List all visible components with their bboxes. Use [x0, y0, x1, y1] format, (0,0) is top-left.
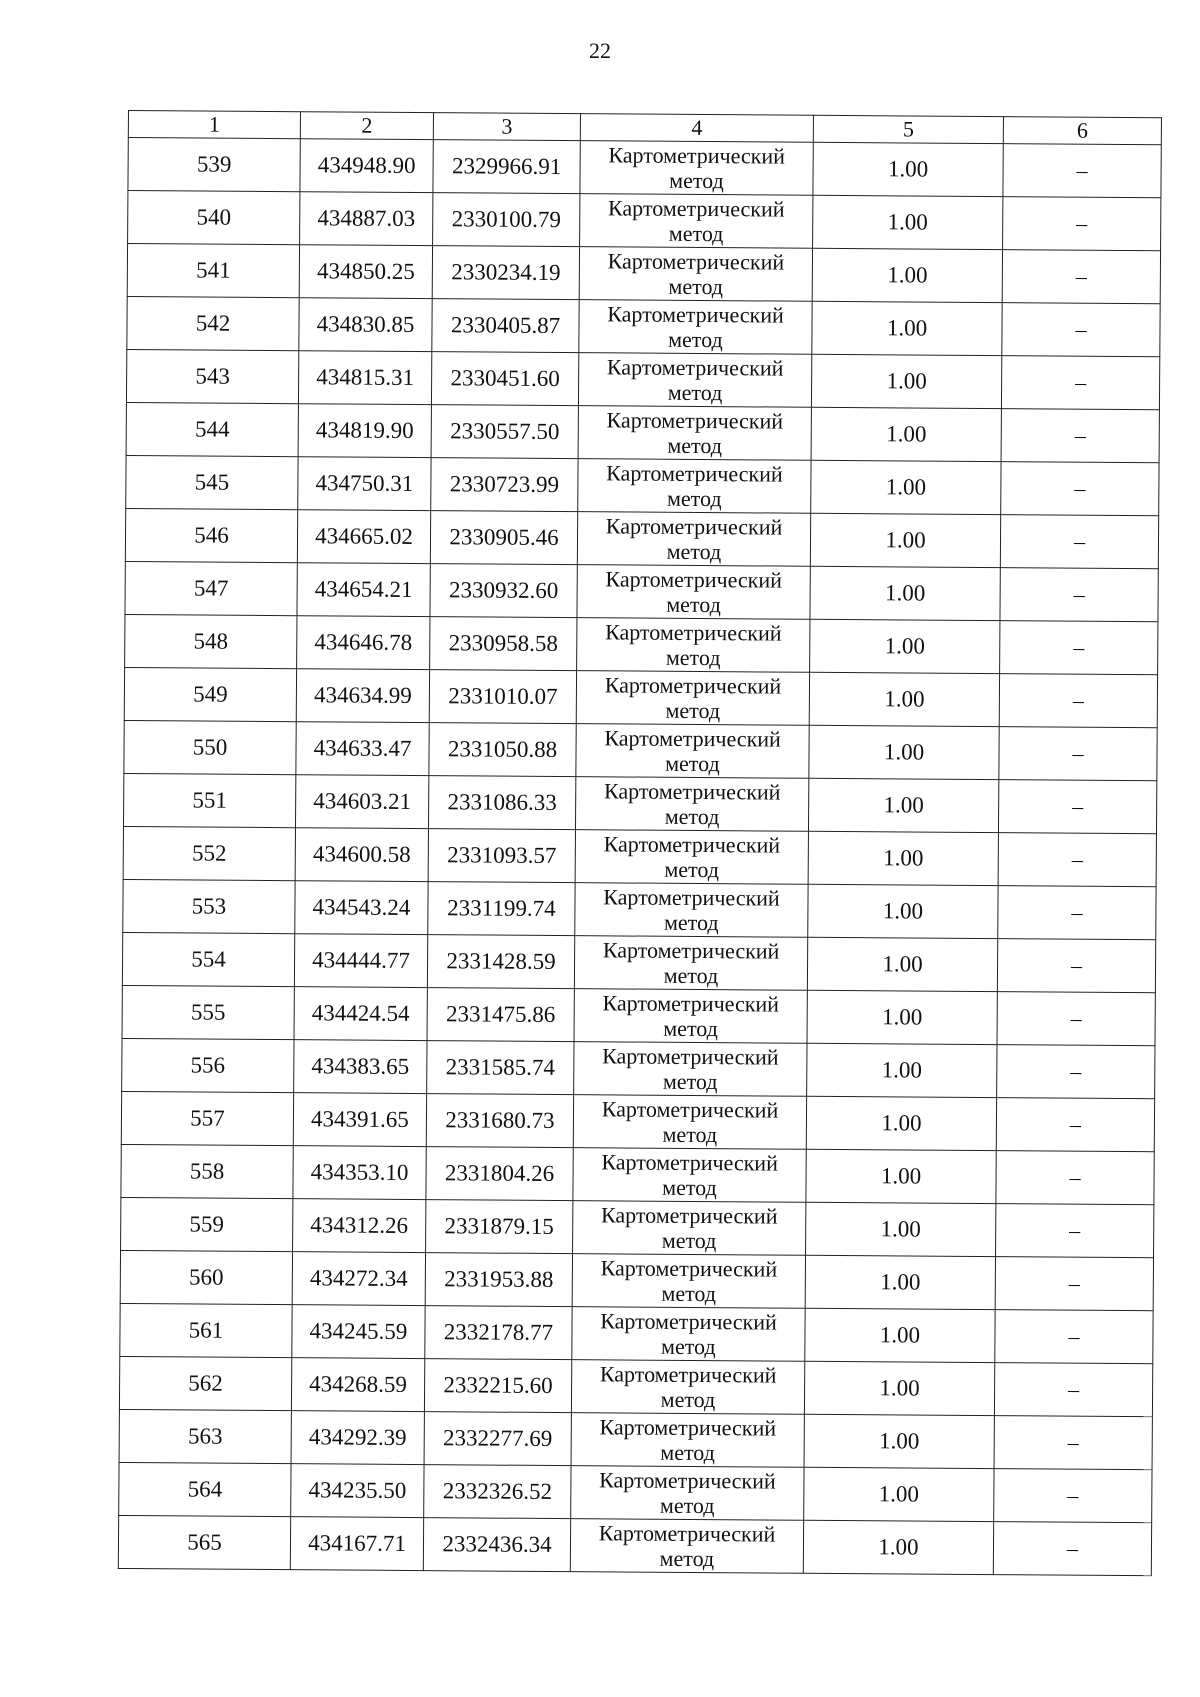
method-cell [580, 194, 813, 249]
table-body [118, 138, 1161, 1576]
y-coordinate-cell: 2331086.33 [428, 776, 575, 830]
point-number-cell: 545 [126, 455, 298, 509]
table-row [126, 402, 1159, 462]
method-line-1: Картометрический [605, 513, 783, 540]
y-coordinate-cell: 2330451.60 [431, 352, 578, 406]
point-number-cell: 557 [121, 1091, 293, 1145]
method-line-2: метод [664, 856, 720, 883]
header-cell-6: 6 [1003, 117, 1161, 145]
table-row [121, 1197, 1154, 1257]
y-coordinate-cell: 2329966.91 [433, 140, 580, 194]
x-coordinate-cell: 434167.71 [290, 1517, 423, 1571]
note-cell: – [1000, 568, 1158, 622]
table-row [123, 879, 1156, 939]
method-line-1: Картометрический [600, 1308, 777, 1335]
y-coordinate-cell: 2332436.34 [423, 1518, 570, 1572]
x-coordinate-cell: 434424.54 [294, 987, 427, 1041]
method-line-2: метод [664, 803, 720, 830]
accuracy-cell: 1.00 [813, 195, 1003, 249]
point-number-cell: 551 [123, 773, 295, 827]
method-line-1: Картометрический [607, 301, 784, 328]
method-line-1: Картометрический [607, 195, 785, 222]
accuracy-cell: 1.00 [805, 1255, 995, 1309]
method-line-1: Картометрический [600, 1255, 778, 1282]
method-line-1: Картометрический [599, 1414, 777, 1441]
accuracy-cell: 1.00 [803, 1520, 993, 1574]
accuracy-cell: 1.00 [811, 460, 1001, 514]
accuracy-cell: 1.00 [804, 1467, 994, 1521]
method-cell [577, 512, 810, 567]
accuracy-cell: 1.00 [808, 778, 998, 832]
x-coordinate-cell: 434543.24 [295, 881, 428, 935]
table-row [127, 244, 1160, 304]
accuracy-cell: 1.00 [804, 1414, 994, 1468]
accuracy-cell: 1.00 [812, 301, 1002, 355]
point-number-cell: 549 [124, 667, 296, 721]
note-cell: – [996, 1151, 1154, 1205]
accuracy-cell: 1.00 [808, 884, 998, 938]
x-coordinate-cell: 434830.85 [299, 298, 432, 352]
method-line-2: метод [663, 1015, 718, 1042]
x-coordinate-cell: 434750.31 [298, 457, 431, 511]
point-number-cell: 553 [123, 879, 295, 933]
y-coordinate-cell: 2331804.26 [426, 1147, 573, 1201]
table-row [119, 1409, 1152, 1469]
y-coordinate-cell: 2331050.88 [429, 723, 576, 777]
method-line-1: Картометрический [607, 248, 785, 275]
method-line-1: Картометрический [606, 354, 784, 381]
point-number-cell: 560 [120, 1250, 292, 1304]
y-coordinate-cell: 2330958.58 [430, 617, 577, 671]
method-cell [578, 406, 811, 461]
point-number-cell: 539 [128, 138, 300, 192]
accuracy-cell: 1.00 [808, 831, 998, 885]
method-line-1: Картометрический [598, 1520, 776, 1547]
method-line-2: метод [660, 1333, 716, 1360]
x-coordinate-cell: 434603.21 [295, 775, 428, 829]
method-line-1: Картометрический [608, 142, 786, 169]
method-cell [570, 1519, 803, 1574]
y-coordinate-cell: 2330100.79 [433, 193, 580, 247]
method-line-2: метод [663, 962, 719, 989]
table-row [123, 826, 1156, 886]
header-cell-1: 1 [128, 111, 300, 139]
x-coordinate-cell: 434665.02 [297, 510, 430, 564]
x-coordinate-cell: 434634.99 [296, 669, 429, 723]
coordinates-table-wrapper [118, 110, 1162, 1576]
header-cell-5: 5 [813, 115, 1003, 143]
note-cell: – [1003, 144, 1161, 198]
method-line-2: метод [669, 167, 724, 194]
method-cell [572, 1254, 805, 1309]
method-cell [576, 724, 809, 779]
x-coordinate-cell: 434646.78 [297, 616, 430, 670]
method-line-2: метод [667, 379, 723, 406]
method-cell [574, 936, 807, 991]
y-coordinate-cell: 2331093.57 [428, 829, 575, 883]
point-number-cell: 555 [122, 985, 294, 1039]
note-cell: – [998, 780, 1156, 834]
method-line-2: метод [667, 432, 723, 459]
note-cell: – [995, 1310, 1153, 1364]
x-coordinate-cell: 434245.59 [292, 1305, 425, 1359]
method-line-2: метод [662, 1174, 717, 1201]
method-cell [571, 1360, 804, 1415]
method-line-2: метод [660, 1439, 716, 1466]
table-row [119, 1356, 1152, 1416]
x-coordinate-cell: 434444.77 [294, 934, 427, 988]
note-cell: – [994, 1469, 1152, 1523]
method-cell [575, 777, 808, 832]
y-coordinate-cell: 2332326.52 [424, 1465, 571, 1519]
method-line-1: Картометрический [606, 460, 783, 487]
method-line-1: Картометрический [601, 1149, 778, 1176]
accuracy-cell: 1.00 [806, 1096, 996, 1150]
page-number: 22 [589, 38, 611, 63]
method-cell [576, 671, 809, 726]
method-line-2: метод [659, 1492, 715, 1519]
note-cell: – [993, 1522, 1151, 1576]
point-number-cell: 554 [122, 932, 294, 986]
method-line-2: метод [661, 1280, 717, 1307]
x-coordinate-cell: 434268.59 [291, 1358, 424, 1412]
accuracy-cell: 1.00 [804, 1361, 994, 1415]
x-coordinate-cell: 434887.03 [300, 192, 433, 246]
method-line-2: метод [663, 909, 719, 936]
method-line-1: Картометрический [606, 407, 784, 434]
point-number-cell: 564 [119, 1462, 291, 1516]
method-cell [579, 300, 812, 355]
accuracy-cell: 1.00 [811, 407, 1001, 461]
method-line-2: метод [662, 1068, 718, 1095]
note-cell: – [1001, 462, 1159, 516]
method-cell [578, 353, 811, 408]
table-row [127, 296, 1160, 356]
x-coordinate-cell: 434633.47 [296, 722, 429, 776]
table-row [119, 1462, 1152, 1522]
table-row [126, 349, 1159, 409]
point-number-cell: 547 [125, 561, 297, 615]
y-coordinate-cell: 2331879.15 [426, 1200, 573, 1254]
accuracy-cell: 1.00 [809, 672, 999, 726]
point-number-cell: 562 [119, 1356, 291, 1410]
method-cell [573, 1201, 806, 1256]
method-cell [579, 247, 812, 302]
method-line-1: Картометрический [603, 884, 780, 911]
y-coordinate-cell: 2330405.87 [432, 299, 579, 353]
method-line-2: метод [666, 538, 722, 565]
method-line-2: метод [668, 220, 724, 247]
accuracy-cell: 1.00 [810, 566, 1000, 620]
note-cell: – [997, 992, 1155, 1046]
method-line-2: метод [665, 644, 721, 671]
method-line-2: метод [665, 697, 721, 724]
y-coordinate-cell: 2332178.77 [425, 1306, 572, 1360]
note-cell: – [1000, 515, 1158, 569]
y-coordinate-cell: 2330234.19 [432, 246, 579, 300]
table-row [125, 614, 1158, 674]
note-cell: – [997, 1045, 1155, 1099]
method-cell [578, 459, 811, 514]
method-cell [571, 1466, 804, 1521]
point-number-cell: 548 [125, 614, 297, 668]
point-number-cell: 542 [127, 296, 299, 350]
accuracy-cell: 1.00 [807, 1043, 997, 1097]
x-coordinate-cell: 434383.65 [294, 1040, 427, 1094]
accuracy-cell: 1.00 [807, 937, 997, 991]
method-line-2: метод [665, 750, 720, 777]
method-cell [580, 141, 813, 196]
note-cell: – [995, 1257, 1153, 1311]
header-cell-2: 2 [300, 112, 433, 140]
y-coordinate-cell: 2330905.46 [430, 511, 577, 565]
method-line-1: Картометрический [604, 725, 781, 752]
point-number-cell: 556 [122, 1038, 294, 1092]
table-row [125, 508, 1158, 568]
x-coordinate-cell: 434850.25 [299, 245, 432, 299]
method-cell [571, 1413, 804, 1468]
method-line-1: Картометрический [600, 1202, 778, 1229]
y-coordinate-cell: 2331475.86 [427, 988, 574, 1042]
y-coordinate-cell: 2331585.74 [427, 1041, 574, 1095]
method-cell [577, 565, 810, 620]
y-coordinate-cell: 2331680.73 [426, 1094, 573, 1148]
method-line-1: Картометрический [599, 1467, 776, 1494]
y-coordinate-cell: 2330557.50 [431, 405, 578, 459]
method-line-1: Картометрический [603, 831, 781, 858]
table-row [120, 1303, 1153, 1363]
x-coordinate-cell: 434312.26 [293, 1199, 426, 1253]
table-row [121, 1091, 1154, 1151]
point-number-cell: 565 [118, 1515, 290, 1569]
point-number-cell: 550 [124, 720, 296, 774]
method-line-1: Картометрический [602, 990, 780, 1017]
table-row [122, 1038, 1155, 1098]
accuracy-cell: 1.00 [809, 725, 999, 779]
accuracy-cell: 1.00 [813, 142, 1003, 196]
note-cell: – [997, 939, 1155, 993]
accuracy-cell: 1.00 [806, 1149, 996, 1203]
note-cell: – [1001, 356, 1159, 410]
y-coordinate-cell: 2332277.69 [424, 1412, 571, 1466]
x-coordinate-cell: 434292.39 [291, 1411, 424, 1465]
method-line-1: Картометрический [602, 937, 780, 964]
method-line-2: метод [668, 326, 723, 353]
accuracy-cell: 1.00 [810, 513, 1000, 567]
table-row [128, 138, 1161, 198]
point-number-cell: 552 [123, 826, 295, 880]
table-row [128, 191, 1161, 251]
x-coordinate-cell: 434819.90 [298, 404, 431, 458]
method-line-1: Картометрический [603, 778, 781, 805]
accuracy-cell: 1.00 [811, 354, 1001, 408]
accuracy-cell: 1.00 [810, 619, 1000, 673]
table-row [121, 1144, 1154, 1204]
note-cell: – [1002, 303, 1160, 357]
coordinates-table [118, 110, 1162, 1576]
note-cell: – [1003, 197, 1161, 251]
method-line-2: метод [662, 1121, 718, 1148]
note-cell: – [996, 1098, 1154, 1152]
accuracy-cell: 1.00 [805, 1308, 995, 1362]
method-line-2: метод [666, 485, 722, 512]
table-row [124, 720, 1157, 780]
method-line-1: Картометрический [605, 566, 783, 593]
method-cell [577, 618, 810, 673]
method-line-2: метод [666, 591, 721, 618]
header-cell-4: 4 [580, 114, 813, 143]
note-cell: – [1001, 409, 1159, 463]
x-coordinate-cell: 434235.50 [291, 1464, 424, 1518]
method-line-1: Картометрический [602, 1043, 779, 1070]
y-coordinate-cell: 2330723.99 [431, 458, 578, 512]
method-line-2: метод [660, 1386, 716, 1413]
method-cell [575, 830, 808, 885]
point-number-cell: 540 [128, 191, 300, 245]
x-coordinate-cell: 434815.31 [298, 351, 431, 405]
table-row [124, 667, 1157, 727]
point-number-cell: 543 [126, 349, 298, 403]
method-cell [574, 1042, 807, 1097]
y-coordinate-cell: 2332215.60 [424, 1359, 571, 1413]
table-row [126, 455, 1159, 515]
table-row [118, 1515, 1151, 1575]
accuracy-cell: 1.00 [807, 990, 997, 1044]
method-line-1: Картометрический [601, 1096, 779, 1123]
method-cell [573, 1148, 806, 1203]
point-number-cell: 559 [121, 1197, 293, 1251]
method-line-2: метод [661, 1227, 717, 1254]
point-number-cell: 558 [121, 1144, 293, 1198]
note-cell: – [998, 886, 1156, 940]
header-cell-3: 3 [433, 113, 580, 141]
method-line-1: Картометрический [599, 1361, 777, 1388]
note-cell: – [998, 833, 1156, 887]
note-cell: – [999, 674, 1157, 728]
method-line-1: Картометрический [605, 619, 782, 646]
x-coordinate-cell: 434654.21 [297, 563, 430, 617]
note-cell: – [1000, 621, 1158, 675]
accuracy-cell: 1.00 [806, 1202, 996, 1256]
table-row [120, 1250, 1153, 1310]
x-coordinate-cell: 434948.90 [300, 139, 433, 193]
x-coordinate-cell: 434272.34 [292, 1252, 425, 1306]
note-cell: – [994, 1416, 1152, 1470]
method-line-1: Картометрический [604, 672, 782, 699]
point-number-cell: 561 [120, 1303, 292, 1357]
x-coordinate-cell: 434600.58 [295, 828, 428, 882]
method-cell [573, 1095, 806, 1150]
method-cell [575, 883, 808, 938]
y-coordinate-cell: 2331199.74 [428, 882, 575, 936]
method-cell [574, 989, 807, 1044]
note-cell: – [996, 1204, 1154, 1258]
point-number-cell: 563 [119, 1409, 291, 1463]
y-coordinate-cell: 2331953.88 [425, 1253, 572, 1307]
table-row [125, 561, 1158, 621]
y-coordinate-cell: 2331428.59 [427, 935, 574, 989]
point-number-cell: 544 [126, 402, 298, 456]
x-coordinate-cell: 434391.65 [293, 1093, 426, 1147]
point-number-cell: 546 [125, 508, 297, 562]
accuracy-cell: 1.00 [812, 248, 1002, 302]
y-coordinate-cell: 2331010.07 [429, 670, 576, 724]
y-coordinate-cell: 2330932.60 [430, 564, 577, 618]
method-cell [572, 1307, 805, 1362]
table-row [122, 985, 1155, 1045]
x-coordinate-cell: 434353.10 [293, 1146, 426, 1200]
note-cell: – [1002, 250, 1160, 304]
method-line-2: метод [659, 1545, 715, 1572]
method-line-2: метод [668, 273, 724, 300]
table-row [122, 932, 1155, 992]
note-cell: – [999, 727, 1157, 781]
note-cell: – [994, 1363, 1152, 1417]
table-row [123, 773, 1156, 833]
point-number-cell: 541 [127, 244, 299, 298]
